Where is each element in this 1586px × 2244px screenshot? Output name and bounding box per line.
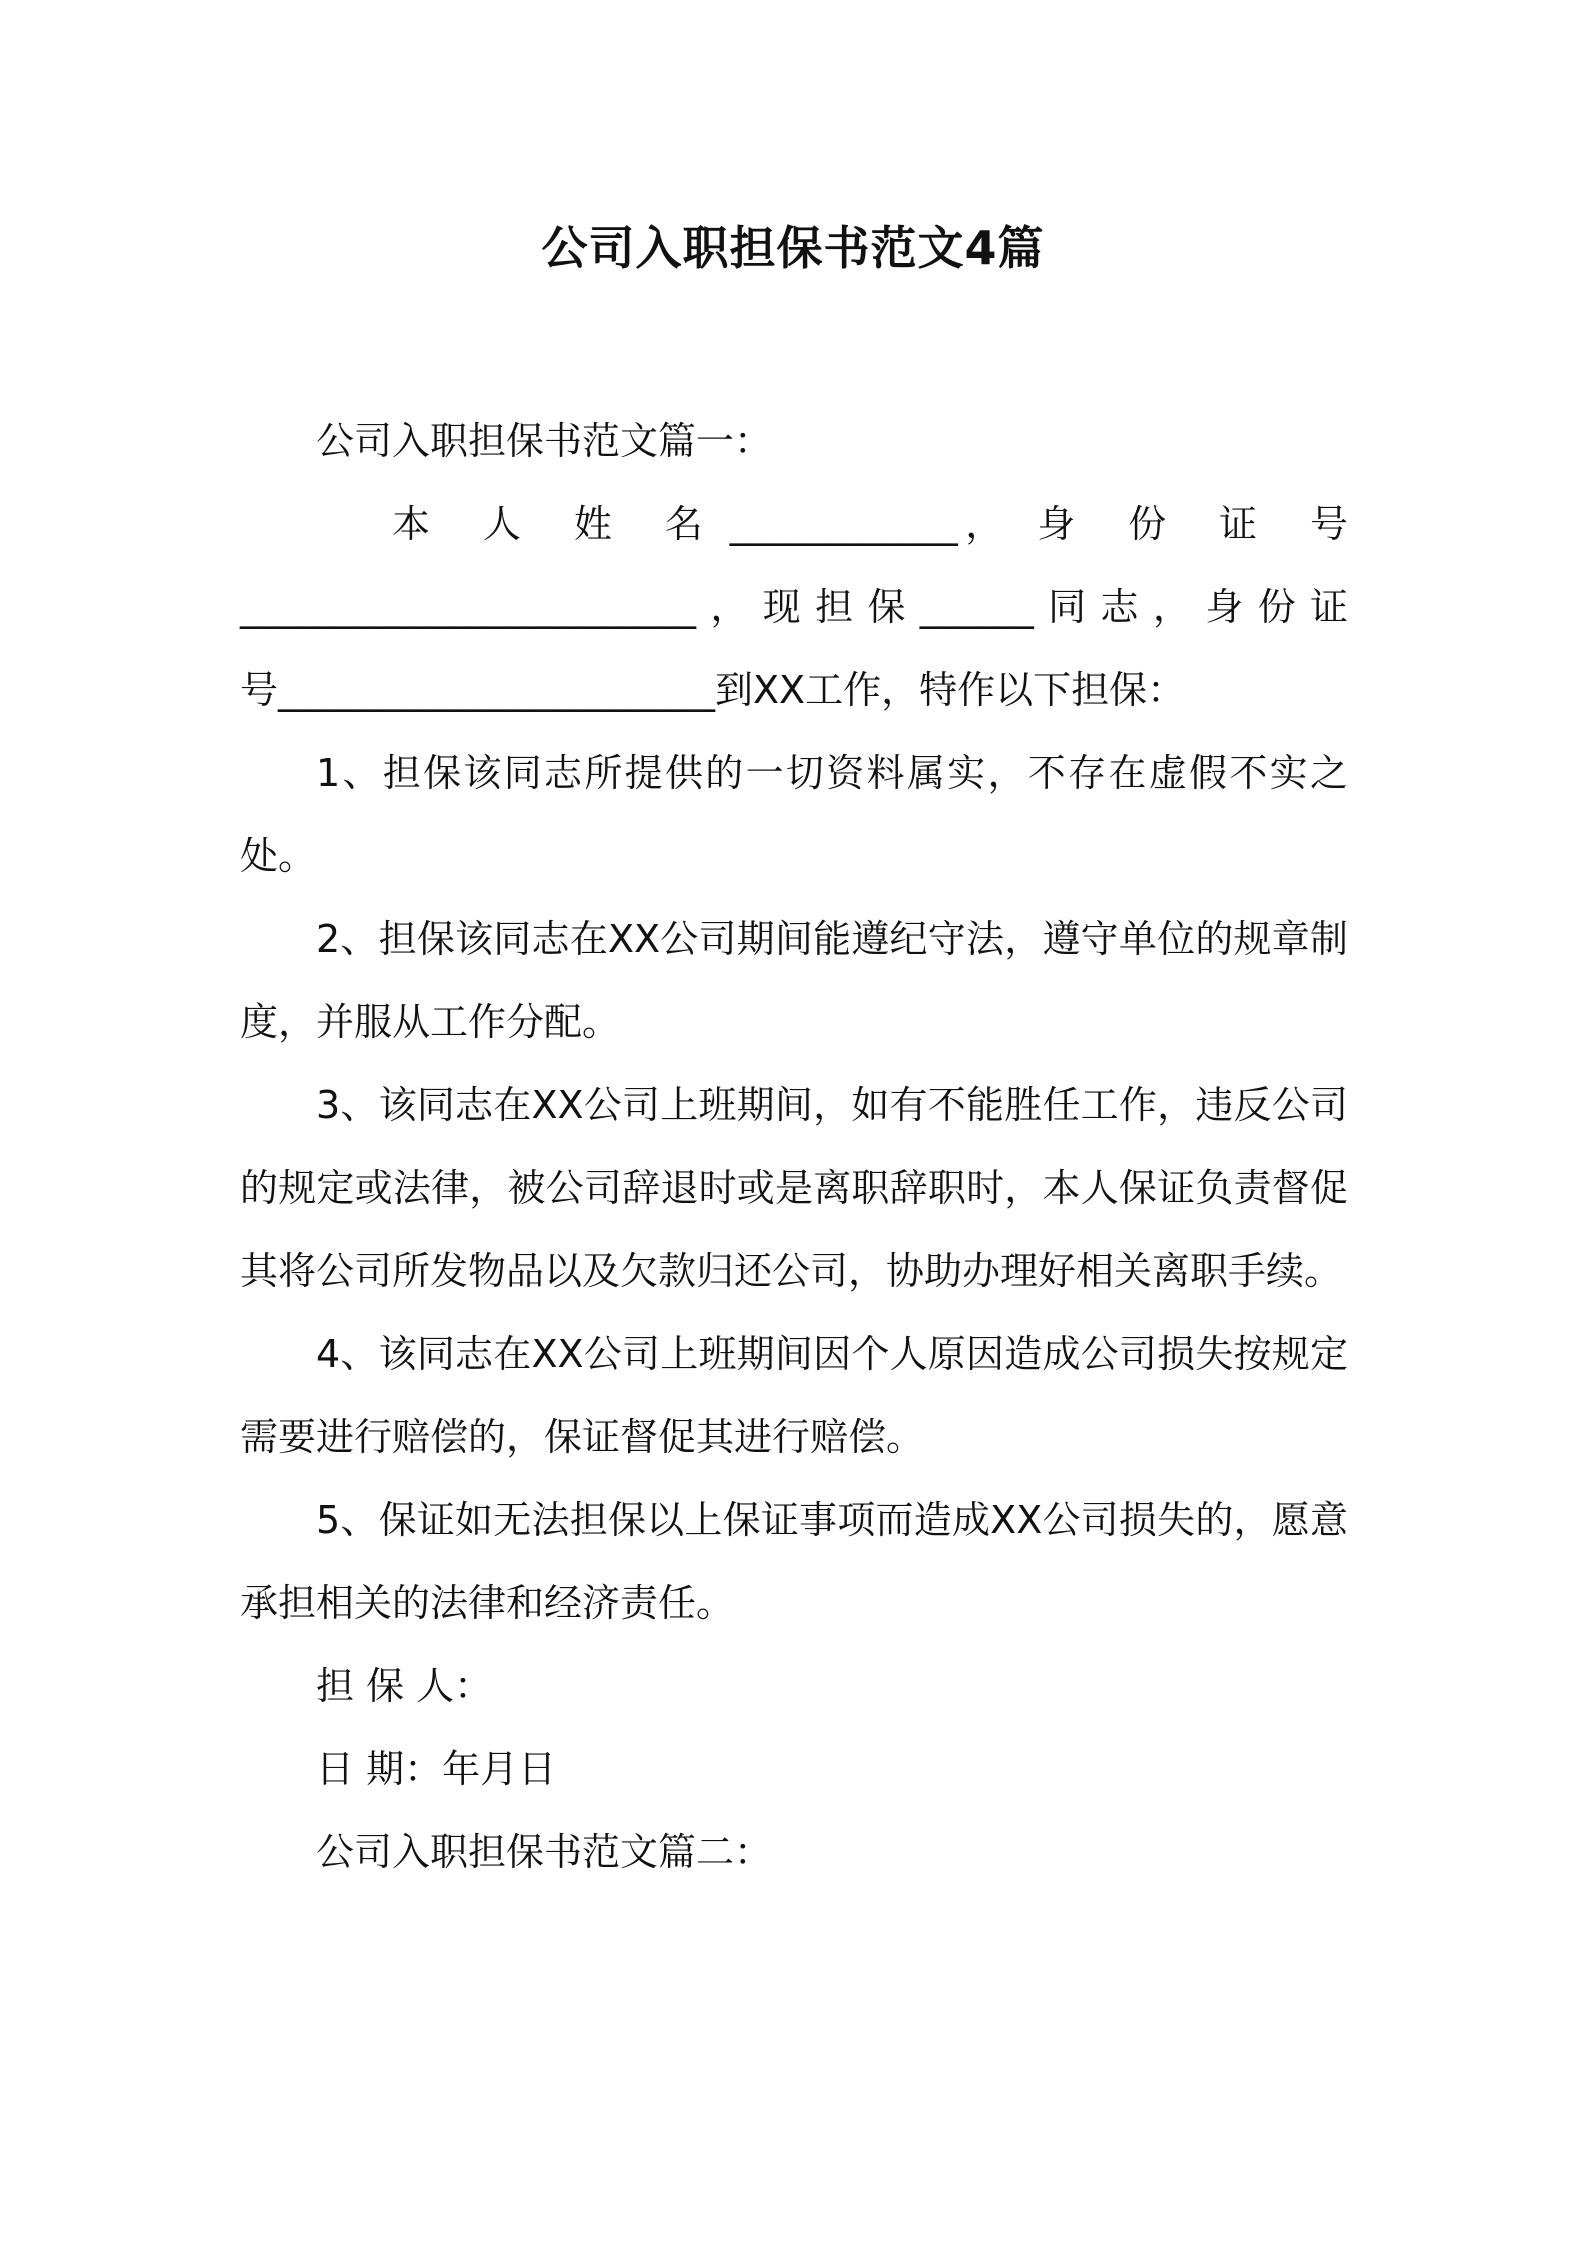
guarantee-item-3: 3、该同志在XX公司上班期间，如有不能胜任工作，违反公司的规定或法律，被公司辞退时或是离职辞职时，本人保证负责督促其将公司所发物品以及欠款归还公司，协助办理好相关离职手续。 [240, 1083, 1348, 1293]
date-label: 日 期：年月日 [316, 1747, 557, 1791]
document-body [240, 400, 1348, 1894]
document-title: 公司入职担保书范文4篇 [541, 221, 1045, 275]
guarantee-item-2: 2、担保该同志在XX公司期间能遵纪守法，遵守单位的规章制度，并服从工作分配。 [240, 917, 1348, 1044]
guarantee-item-1: 1、担保该同志所提供的一切资料属实，不存在虚假不实之处。 [240, 751, 1348, 878]
intro-line-1: 本 人 姓 名 ____________， 身 份 证 号 [392, 502, 1348, 546]
guarantee-item-4: 4、该同志在XX公司上班期间因个人原因造成公司损失按规定需要进行赔偿的，保证督促其进行赔偿。 [240, 1332, 1348, 1459]
section-heading-1: 公司入职担保书范文篇一： [316, 419, 773, 463]
guarantor-label: 担 保 人： [316, 1664, 493, 1708]
intro-line-2: ________________________，现担保______同志，身份证 [240, 585, 1348, 629]
intro-line-3: 号_______________________到XX工作，特作以下担保： [240, 668, 1186, 712]
section-heading-2: 公司入职担保书范文篇二： [316, 1830, 773, 1874]
guarantee-item-5: 5、保证如无法担保以上保证事项而造成XX公司损失的，愿意承担相关的法律和经济责任。 [240, 1498, 1348, 1625]
